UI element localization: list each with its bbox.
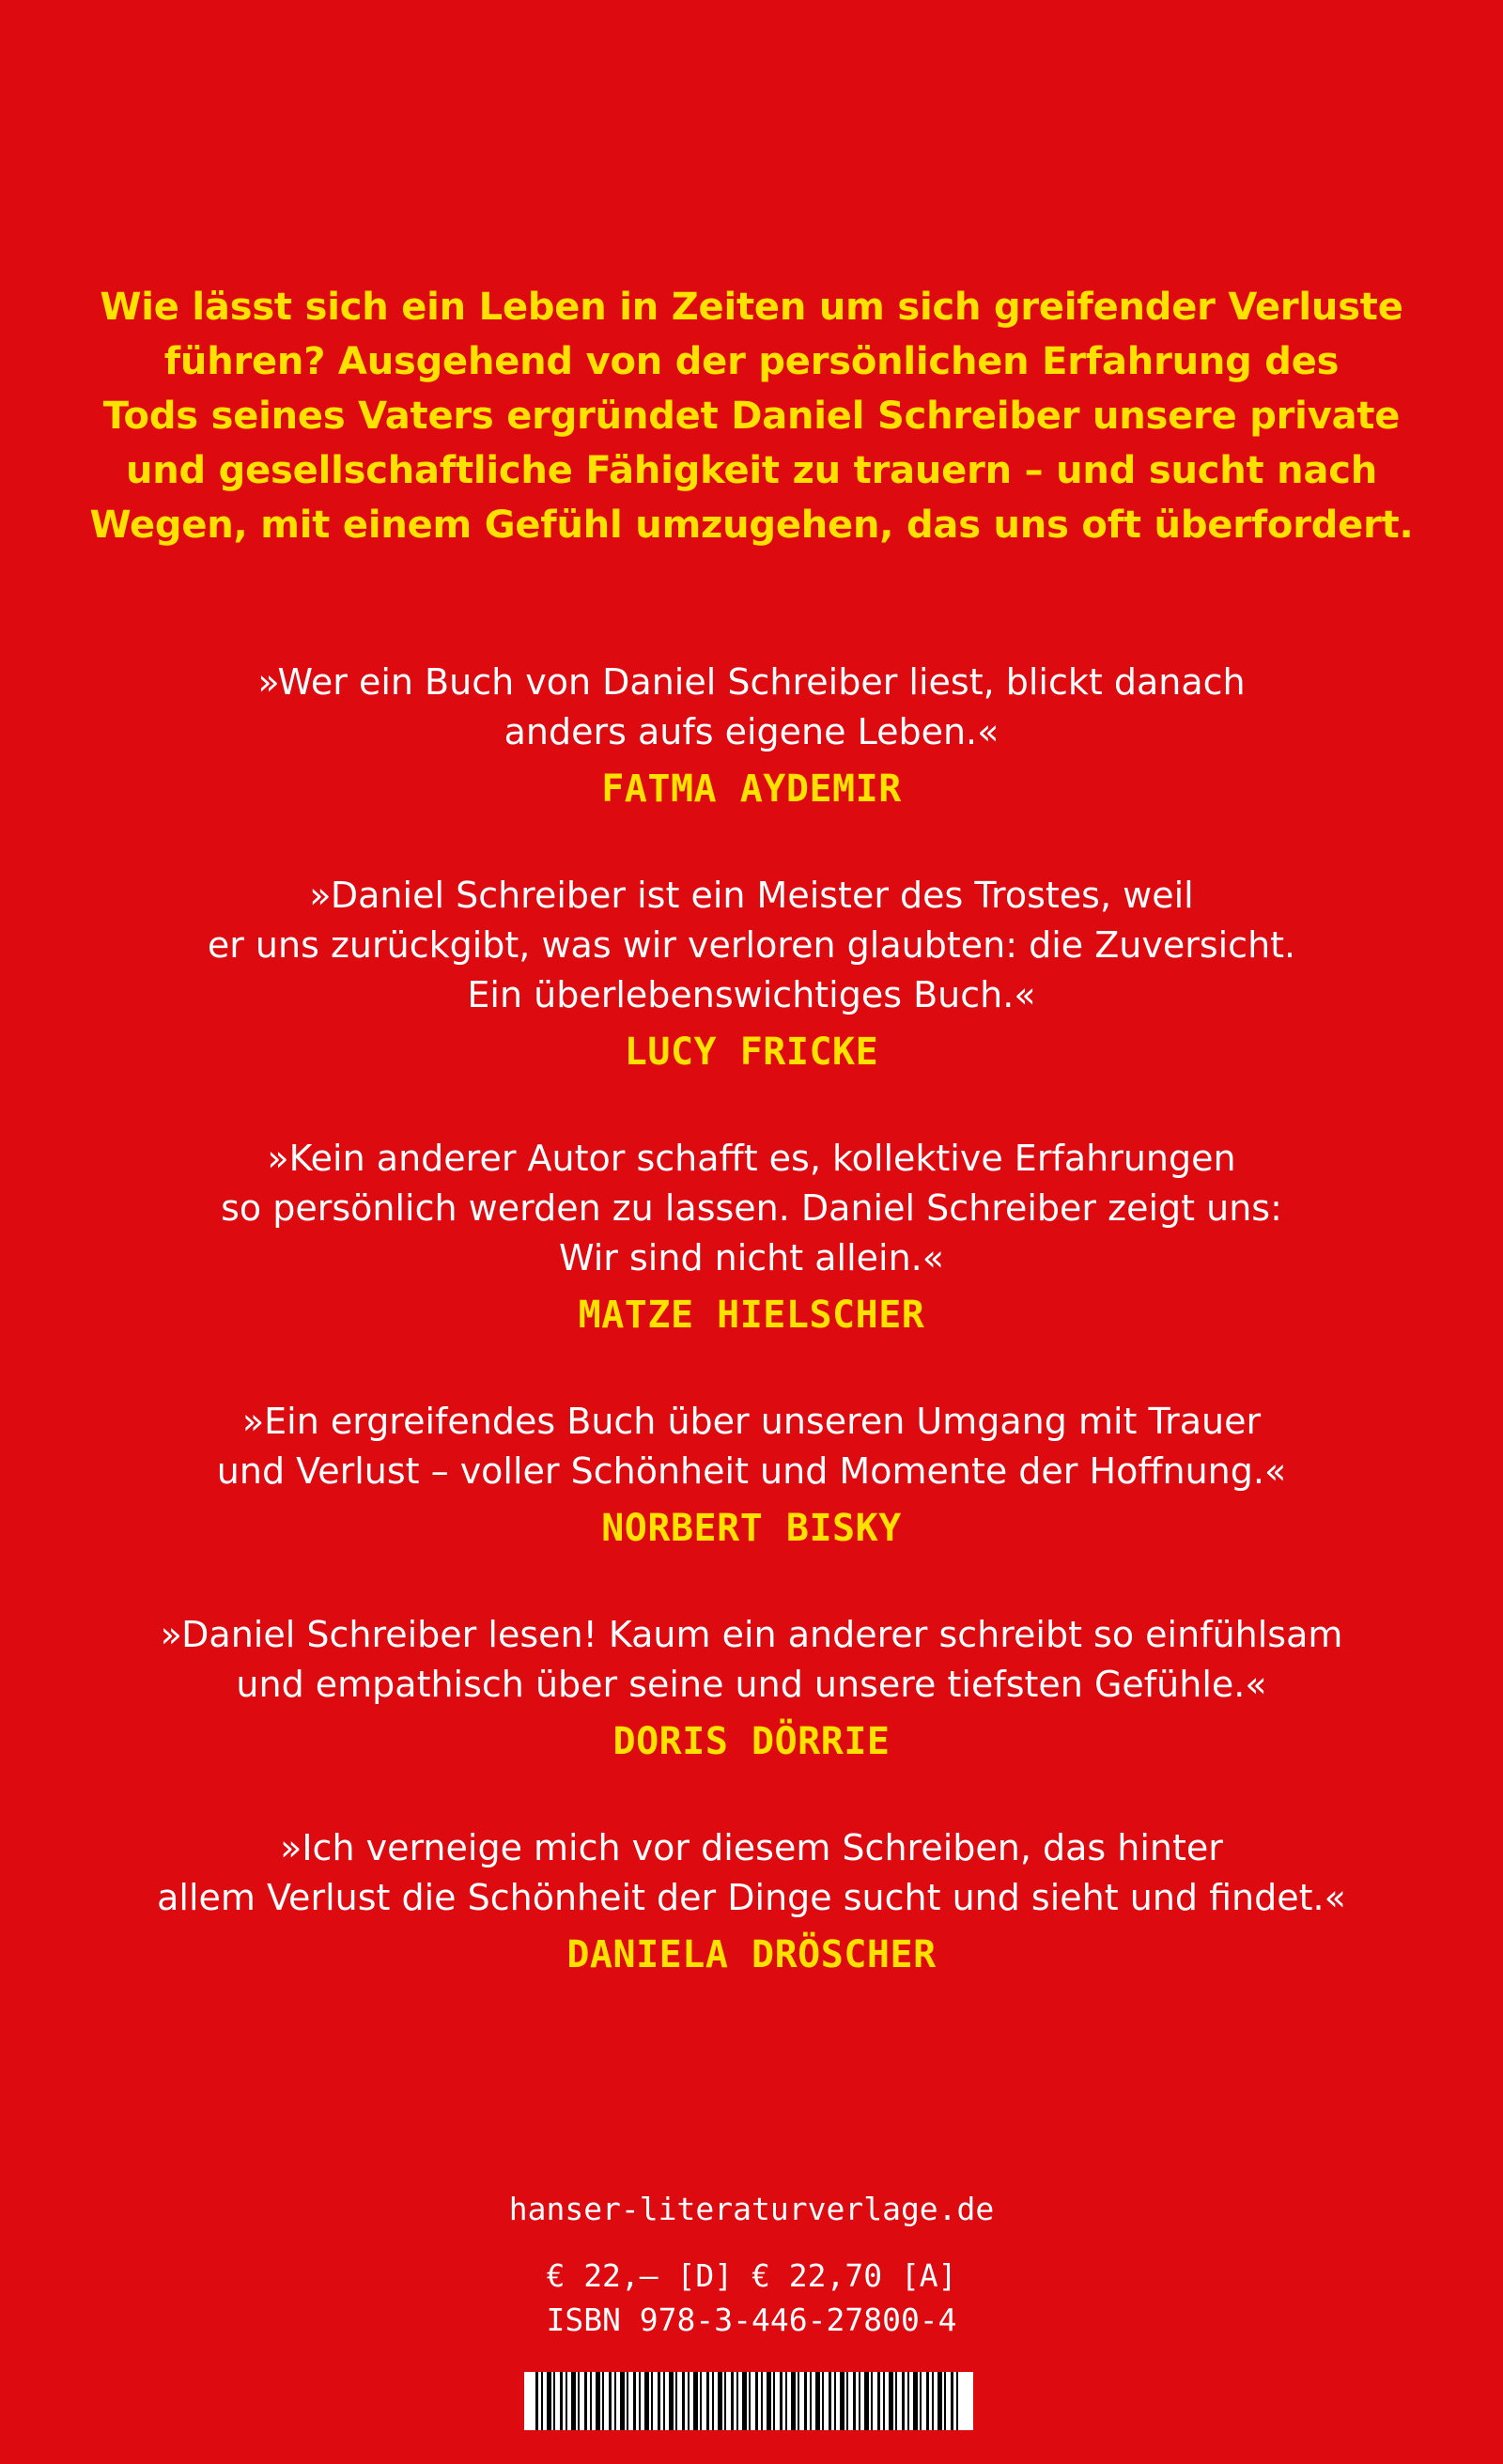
- quote-line: »Ich verneige mich vor diesem Schreiben, das hinter: [280, 1827, 1223, 1868]
- barcode-bars: [535, 2372, 962, 2430]
- quote-block: [0, 1823, 1503, 1983]
- quote-author: DORIS DÖRRIE: [612, 1720, 891, 1763]
- publisher-website: hanser-literaturverlage.de: [508, 2191, 995, 2227]
- barcode: [524, 2372, 973, 2430]
- quote-line: anders aufs eigene Leben.«: [504, 711, 999, 752]
- quote-block: [0, 658, 1503, 817]
- quote-author: DANIELA DRÖSCHER: [566, 1933, 937, 1976]
- quote-block: [0, 1134, 1503, 1343]
- blurb-line: Wie lässt sich ein Leben in Zeiten um sich greifender Verluste: [100, 286, 1403, 329]
- quote-author: NORBERT BISKY: [601, 1507, 902, 1550]
- isbn-label: ISBN 978-3-446-27800-4: [546, 2301, 957, 2338]
- blurb-line: Wegen, mit einem Gefühl umzugehen, das uns oft überfordert.: [89, 504, 1414, 547]
- blurb-line: Tods seines Vaters ergründet Daniel Schreiber unsere private: [102, 395, 1401, 438]
- quote-line: so persönlich werden zu lassen. Daniel Schreiber zeigt uns:: [221, 1187, 1282, 1229]
- blurb-line: führen? Ausgehend von der persönlichen Erfahrung des: [163, 340, 1340, 383]
- blurb-text: [0, 280, 1503, 552]
- quote-line: Ein überlebenswichtiges Buch.«: [467, 974, 1036, 1015]
- quote-line: »Ein ergreifendes Buch über unseren Umgang mit Trauer: [241, 1401, 1262, 1442]
- quote-line: er uns zurückgibt, was wir verloren glaubten: die Zuversicht.: [207, 924, 1296, 966]
- quote-author: FATMA AYDEMIR: [601, 767, 902, 811]
- blurb-line: und gesellschaftliche Fähigkeit zu trauern – und sucht nach: [125, 449, 1378, 492]
- quote-line: Wir sind nicht allein.«: [559, 1237, 944, 1278]
- quote-line: allem Verlust die Schönheit der Dinge sucht und sieht und findet.«: [157, 1877, 1346, 1918]
- quote-line: und Verlust – voller Schönheit und Momente der Hoffnung.«: [216, 1450, 1287, 1492]
- quote-line: »Daniel Schreiber lesen! Kaum ein anderer schreibt so einfühlsam: [160, 1614, 1343, 1655]
- quote-line: »Wer ein Buch von Daniel Schreiber liest, blickt danach: [257, 661, 1246, 703]
- quote-line: »Daniel Schreiber ist ein Meister des Trostes, weil: [309, 875, 1194, 916]
- quote-author: LUCY FRICKE: [624, 1031, 879, 1074]
- quotes-section: [0, 658, 1503, 2037]
- quote-block: [0, 1610, 1503, 1770]
- quote-block: [0, 871, 1503, 1080]
- quote-author: MATZE HIELSCHER: [578, 1294, 925, 1337]
- quote-line: »Kein anderer Autor schafft es, kollektive Erfahrungen: [267, 1138, 1236, 1179]
- quote-block: [0, 1397, 1503, 1557]
- price-label: € 22,– [D] € 22,70 [A]: [546, 2257, 957, 2294]
- quote-line: und empathisch über seine und unsere tiefsten Gefühle.«: [236, 1664, 1267, 1705]
